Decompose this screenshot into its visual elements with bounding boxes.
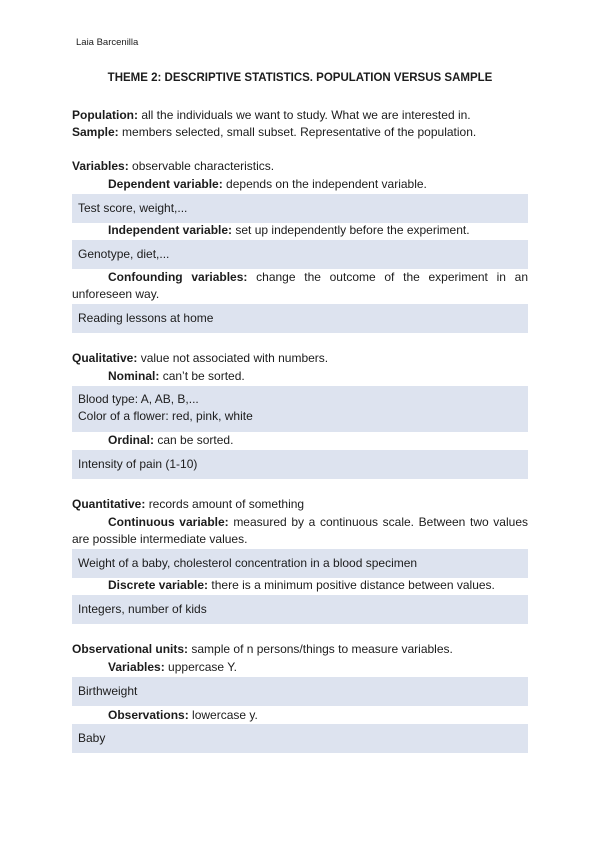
independent-text: set up independently before the experiment.: [235, 223, 470, 237]
observations-term: Observations:: [108, 708, 189, 722]
nominal-text: can’t be sorted.: [162, 369, 245, 383]
discrete-variable-definition: [108, 577, 528, 594]
example-box-dependent: [72, 194, 528, 223]
example-box-independent: [72, 240, 528, 269]
quantitative-term: Quantitative:: [72, 497, 146, 511]
variables-text: observable characteristics.: [132, 159, 275, 173]
independent-term: Independent variable:: [108, 223, 233, 237]
ordinal-text: can be sorted.: [157, 433, 234, 447]
qualitative-term: Qualitative:: [72, 351, 138, 365]
example-box-variables: [72, 677, 528, 706]
example-box-discrete: [72, 595, 528, 624]
document-title: THEME 2: DESCRIPTIVE STATISTICS. POPULATION VERSUS SAMPLE: [107, 72, 493, 84]
example-text: Intensity of pain (1-10): [78, 457, 198, 471]
example-text: Baby: [78, 731, 106, 745]
example-text-line2: Color of a flower: red, pink, white: [78, 409, 253, 423]
discrete-term: Discrete variable:: [108, 578, 209, 592]
confounding-text-line1: change the outcome of the experiment in an: [256, 270, 529, 284]
quantitative-text: records amount of something: [148, 497, 305, 511]
confounding-text-line2: unforeseen way.: [72, 287, 160, 301]
uppercase-variables-term: Variables:: [108, 660, 165, 674]
variables-term: Variables:: [72, 159, 129, 173]
nominal-definition: [108, 368, 528, 385]
variables-definition: [72, 158, 528, 175]
example-text: Birthweight: [78, 684, 138, 698]
observational-units-text: sample of n persons/things to measure variables.: [191, 642, 453, 656]
population-text: all the individuals we want to study. What we are interested in.: [141, 108, 471, 122]
qualitative-text: value not associated with numbers.: [140, 351, 329, 365]
observations-definition: [108, 707, 528, 724]
example-box-continuous: [72, 549, 528, 578]
observational-units-definition: [72, 641, 528, 658]
example-text-line1: Blood type: A, AB, B,...: [78, 392, 199, 406]
qualitative-definition: [72, 350, 528, 367]
observational-units-term: Observational units:: [72, 642, 189, 656]
population-definition: [72, 107, 528, 124]
example-text: Reading lessons at home: [78, 311, 214, 325]
quantitative-definition: [72, 496, 528, 513]
example-text: Test score, weight,...: [78, 201, 188, 215]
example-text: Integers, number of kids: [78, 602, 207, 616]
continuous-text-line1: measured by a continuous scale. Between two values: [233, 515, 528, 529]
sample-text: members selected, small subset. Representative of the population.: [122, 125, 477, 139]
discrete-text: there is a minimum positive distance between values.: [211, 578, 495, 592]
author-header: Laia Barcenilla: [76, 37, 139, 48]
continuous-variable-definition: [72, 514, 528, 548]
sample-definition: [72, 124, 528, 141]
uppercase-variables-definition: [108, 659, 528, 676]
example-box-ordinal: [72, 450, 528, 479]
example-box-nominal: [72, 386, 528, 432]
dependent-term: Dependent variable:: [108, 177, 223, 191]
observations-text: lowercase y.: [192, 708, 258, 722]
example-text: Genotype, diet,...: [78, 247, 170, 261]
example-box-confounding: [72, 304, 528, 333]
uppercase-variables-text: uppercase Y.: [168, 660, 237, 674]
population-term: Population:: [72, 108, 138, 122]
confounding-variables-definition: [72, 269, 528, 303]
dependent-text: depends on the independent variable.: [226, 177, 427, 191]
continuous-term: Continuous variable:: [108, 515, 229, 529]
example-box-observations: [72, 724, 528, 753]
sample-term: Sample:: [72, 125, 119, 139]
ordinal-term: Ordinal:: [108, 433, 155, 447]
confounding-term: Confounding variables:: [108, 270, 248, 284]
continuous-text-line2: are possible intermediate values.: [72, 532, 248, 546]
dependent-variable-definition: [108, 176, 528, 193]
ordinal-definition: [108, 432, 528, 449]
nominal-term: Nominal:: [108, 369, 160, 383]
example-text: Weight of a baby, cholesterol concentration in a blood specimen: [78, 556, 418, 570]
independent-variable-definition: [108, 222, 528, 239]
